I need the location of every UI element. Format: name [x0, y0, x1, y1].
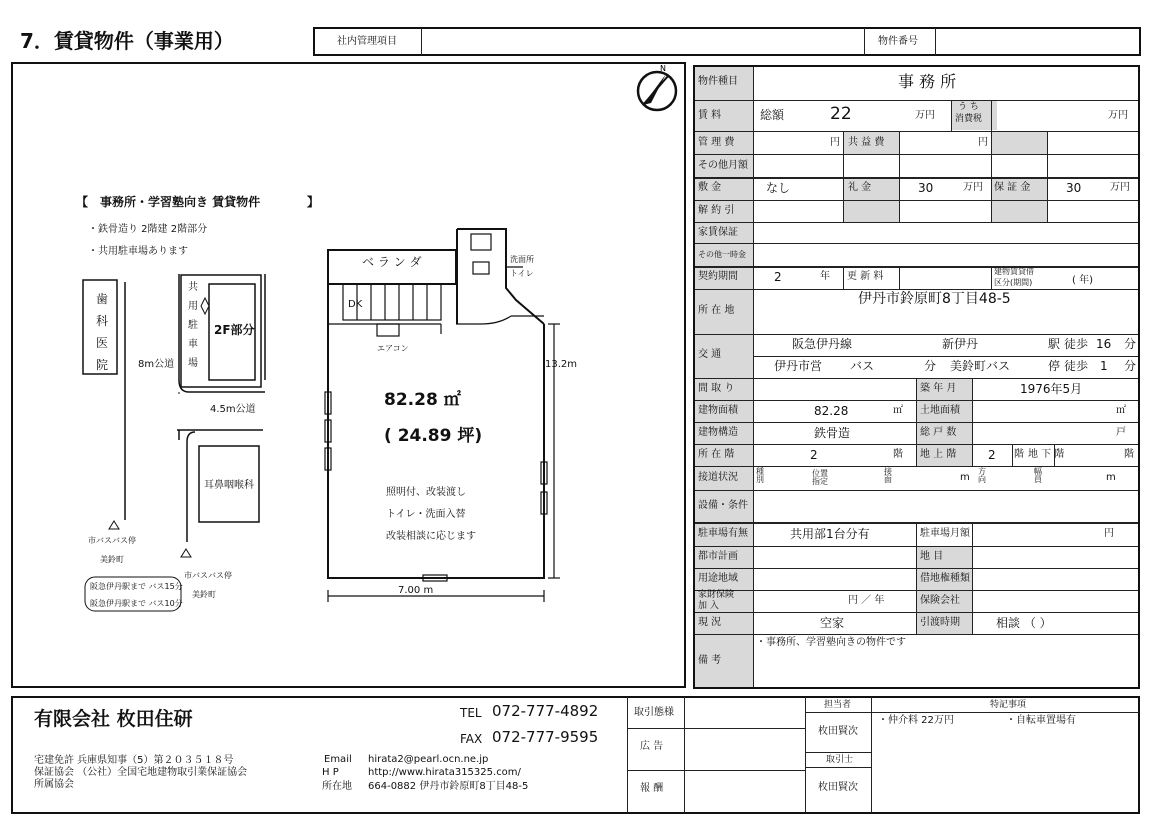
- remarks-value: ・事務所、学習塾向きの物件です: [756, 637, 906, 648]
- road-width-unit: m: [1106, 472, 1116, 483]
- bus-walk-min-unit: 分: [1124, 359, 1137, 373]
- built-value: 1976年5月: [1020, 382, 1083, 396]
- floor-area-label: 建物面積: [698, 405, 738, 416]
- land-area-unit: ㎡: [1116, 405, 1126, 416]
- floor-area-value: 82.28: [814, 404, 849, 418]
- road-access-label: 接道状況: [698, 472, 738, 483]
- below-ground-unit: 階: [1124, 449, 1134, 460]
- insurer-label: 保険会社: [920, 595, 960, 606]
- internal-mgmt-label: 社内管理項目: [337, 36, 397, 47]
- rent-total-label: 総額: [760, 108, 785, 122]
- equipment-label: 設備・条件: [698, 500, 748, 511]
- map-dental-label: 歯科医院: [96, 292, 109, 372]
- rent-label: 賃 料: [698, 110, 722, 121]
- land-category-label: 地 目: [920, 551, 944, 562]
- map-unit-label: 2F部分: [214, 323, 255, 337]
- floorplan-heading-open: 【: [76, 195, 89, 209]
- transport-label: 交 通: [698, 349, 722, 360]
- special-note-1: ・仲介料 22万円: [878, 715, 954, 726]
- bus-company: 伊丹市営: [774, 359, 823, 373]
- plan-width-dimension: 7.00 m: [398, 585, 434, 596]
- email-value[interactable]: hirata2@pearl.ocn.ne.jp: [368, 754, 489, 765]
- plan-remark-2: トイレ・洗面入替: [386, 509, 466, 520]
- zoning-label: 用途地域: [698, 573, 738, 584]
- plan-remark-3: 改装相談に応じます: [386, 531, 476, 542]
- above-ground-label: 地 上 階: [920, 449, 957, 460]
- layout-label: 間 取 り: [698, 383, 735, 394]
- plan-area-m2: 82.28 ㎡: [384, 390, 461, 410]
- bus-walk-min: 1: [1100, 359, 1108, 373]
- tax-unit: 万円: [1108, 110, 1128, 121]
- parking-label: 駐車場有無: [698, 528, 748, 539]
- key-money-label: 礼 金: [848, 182, 872, 193]
- map-road-4-5m: 4.5m公道: [210, 404, 256, 415]
- member-association: 所属協会: [34, 779, 74, 790]
- bus-stop-name: 美鈴町バス: [950, 359, 1011, 373]
- city-plan-label: 都市計画: [698, 551, 738, 562]
- contract-period-value: 2: [774, 270, 782, 284]
- road-width-label: 幅員: [1034, 467, 1042, 484]
- floor-area-unit: ㎡: [893, 405, 903, 416]
- deposit-value: なし: [766, 181, 791, 195]
- parking-fee-unit: 円: [1104, 528, 1114, 539]
- office-address-label: 所在地: [322, 781, 352, 792]
- insurance-label-1: 家財保険: [698, 590, 735, 600]
- agent-label: 担当者: [824, 700, 852, 710]
- rent-unit: 万円: [915, 110, 935, 121]
- license-number: 宅建免許 兵庫県知事（5）第２０３５１８号: [34, 755, 234, 766]
- bus-walk-label: 徒歩: [1064, 359, 1089, 373]
- internal-mgmt-box: [313, 27, 1141, 56]
- renewal-fee-label: 更 新 料: [847, 271, 884, 282]
- map-ent-label: 耳鼻咽喉科: [204, 480, 254, 491]
- plan-dk-label: DK: [348, 299, 363, 310]
- company-name: 有限会社 枚田住研: [34, 708, 193, 730]
- email-label: Email: [324, 754, 352, 765]
- homepage-link[interactable]: http://www.hirata315325.com/: [368, 767, 521, 778]
- bus-min-unit: 分: [924, 359, 937, 373]
- deposit-label: 敷 金: [698, 182, 722, 193]
- floorplan-heading: 事務所・学習塾向き 賃貸物件: [100, 195, 261, 209]
- address-label: 所 在 地: [698, 305, 735, 316]
- transport-line: 阪急伊丹線: [792, 337, 853, 351]
- parking-value: 共用部1台分有: [790, 527, 870, 541]
- special-notes-label: 特記事項: [990, 700, 1027, 710]
- handover-label: 引渡時期: [920, 617, 960, 628]
- status-value: 空家: [820, 616, 845, 630]
- plan-aircon-label: エアコン: [377, 344, 409, 353]
- guarantee-association: 保証協会 （公社）全国宅地建物取引業保証協会: [34, 767, 248, 778]
- contract-period-label: 契約期間: [698, 271, 738, 282]
- insurance-label-2: 加 入: [698, 601, 719, 611]
- map-road-8m: 8m公道: [138, 359, 175, 370]
- tax-label-1: う ち: [958, 102, 979, 112]
- other-lump-label: その他一時金: [698, 250, 746, 259]
- above-ground-value: 2: [988, 448, 996, 462]
- office-address: 664-0882 伊丹市鈴原町8丁目48-5: [368, 781, 529, 792]
- structure-label: 建物構造: [698, 427, 738, 438]
- tel-label: TEL: [460, 706, 482, 720]
- bus-stop-unit: 停: [1048, 359, 1061, 373]
- rent-guarantee-label: 家賃保証: [698, 227, 738, 238]
- common-fee-unit: 円: [978, 137, 988, 148]
- above-ground-unit: 階: [1014, 449, 1024, 460]
- tax-label-2: 消費税: [955, 114, 983, 124]
- plan-toilet-label: トイレ: [510, 269, 534, 278]
- transport-walk-min: 16: [1096, 337, 1112, 351]
- plan-area-tsubo: ( 24.89 坪): [384, 426, 483, 446]
- commission-label: 報 酬: [640, 783, 664, 794]
- total-units-unit: 戸: [1116, 427, 1126, 438]
- bus-stop-1-name: 美鈴町: [100, 555, 124, 564]
- mgmt-fee-unit: 円: [830, 137, 840, 148]
- fax-number: 072-777-9595: [492, 728, 599, 746]
- road-direction-label: 方向: [978, 467, 986, 484]
- address-value: 伊丹市鈴原町8丁目48-5: [858, 291, 1011, 307]
- total-units-label: 総 戸 数: [920, 427, 957, 438]
- contract-year-unit: 年: [820, 271, 830, 282]
- map-parking-label: 共用駐車場: [188, 282, 198, 369]
- type-label: 物件種目: [698, 76, 738, 87]
- guarantee-label: 保 証 金: [994, 182, 1031, 193]
- page-title: 7．賃貸物件（事業用）: [20, 29, 234, 53]
- property-number-label: 物件番号: [878, 36, 918, 47]
- transport-station-unit: 駅: [1048, 337, 1061, 351]
- floor-label: 所 在 階: [698, 449, 735, 460]
- plan-depth-dimension: 13.2m: [545, 359, 578, 370]
- type-value: 事 務 所: [898, 72, 957, 91]
- tel-number: 072-777-4892: [492, 702, 599, 720]
- lease-land-label: 借地権種類: [920, 573, 970, 584]
- common-fee-label: 共 益 費: [848, 137, 885, 148]
- road-frontage-label: 接面: [884, 467, 892, 484]
- lease-type-label-2: 区分(期間): [994, 278, 1033, 287]
- mgmt-fee-label: 管 理 費: [698, 137, 735, 148]
- guarantee-value: 30: [1066, 181, 1082, 195]
- status-label: 現 況: [698, 617, 722, 628]
- agent-name: 枚田賢次: [818, 726, 858, 737]
- handover-value: 相談 （ ）: [996, 616, 1052, 630]
- road-position-label: 位置指定: [812, 469, 828, 486]
- special-note-2: ・自転車置場有: [1006, 715, 1076, 726]
- cancel-deduction-label: 解 約 引: [698, 205, 735, 216]
- bus-label: バス: [850, 359, 875, 373]
- homepage-label: H P: [322, 767, 339, 778]
- fax-label: FAX: [460, 732, 483, 746]
- parking-fee-label: 駐車場月額: [920, 528, 970, 539]
- built-label: 築 年 月: [920, 383, 957, 394]
- broker-label: 取引士: [826, 755, 854, 765]
- compass-icon: [638, 72, 676, 110]
- bus-stop-1-label: 市バスバス停: [88, 536, 136, 545]
- key-money-unit: 万円: [963, 182, 983, 193]
- road-frontage-unit: m: [960, 472, 970, 483]
- lease-type-label-1: 建物賃貸借: [994, 267, 1034, 276]
- plan-veranda-label: ベ ラ ン ダ: [362, 255, 422, 269]
- advertising-label: 広 告: [640, 741, 664, 752]
- floorplan-note-2: ・共用駐車場あります: [88, 246, 188, 257]
- plan-wash-label: 洗面所: [510, 255, 534, 264]
- rent-total-value: 22: [830, 104, 852, 124]
- floor-unit: 階: [893, 449, 903, 460]
- lease-type-value: ( 年): [1072, 275, 1093, 286]
- deal-type-label: 取引態様: [634, 707, 674, 718]
- access-note-1: 阪急伊丹駅まで バス15分: [90, 582, 183, 591]
- remarks-label: 備 考: [698, 655, 722, 666]
- land-area-label: 土地面積: [920, 405, 960, 416]
- bus-stop-2-label: 市バスバス停: [184, 571, 232, 580]
- transport-min-unit: 分: [1124, 337, 1137, 351]
- transport-walk-label: 徒歩: [1064, 337, 1089, 351]
- key-money-value: 30: [918, 181, 934, 195]
- floorplan-drawing: [11, 62, 686, 688]
- other-monthly-label: その他月額: [698, 160, 748, 171]
- floor-value: 2: [810, 448, 818, 462]
- transport-station: 新伊丹: [942, 337, 979, 351]
- plan-remark-1: 照明付、改装渡し: [386, 487, 466, 498]
- road-type-label: 種別: [756, 467, 764, 484]
- below-ground-label: 地 下 階: [1028, 449, 1065, 460]
- compass-north-label: N: [660, 64, 666, 73]
- access-note-2: 阪急伊丹駅まで バス10分: [90, 599, 183, 608]
- floorplan-heading-close: 】: [307, 195, 320, 209]
- broker-name: 枚田賢次: [818, 782, 858, 793]
- bus-stop-2-name: 美鈴町: [192, 590, 216, 599]
- guarantee-unit: 万円: [1110, 182, 1130, 193]
- insurance-value: 円 ／ 年: [848, 595, 885, 606]
- floorplan-note-1: ・鉄骨造り 2階建 2階部分: [88, 224, 208, 235]
- structure-value: 鉄骨造: [814, 426, 851, 440]
